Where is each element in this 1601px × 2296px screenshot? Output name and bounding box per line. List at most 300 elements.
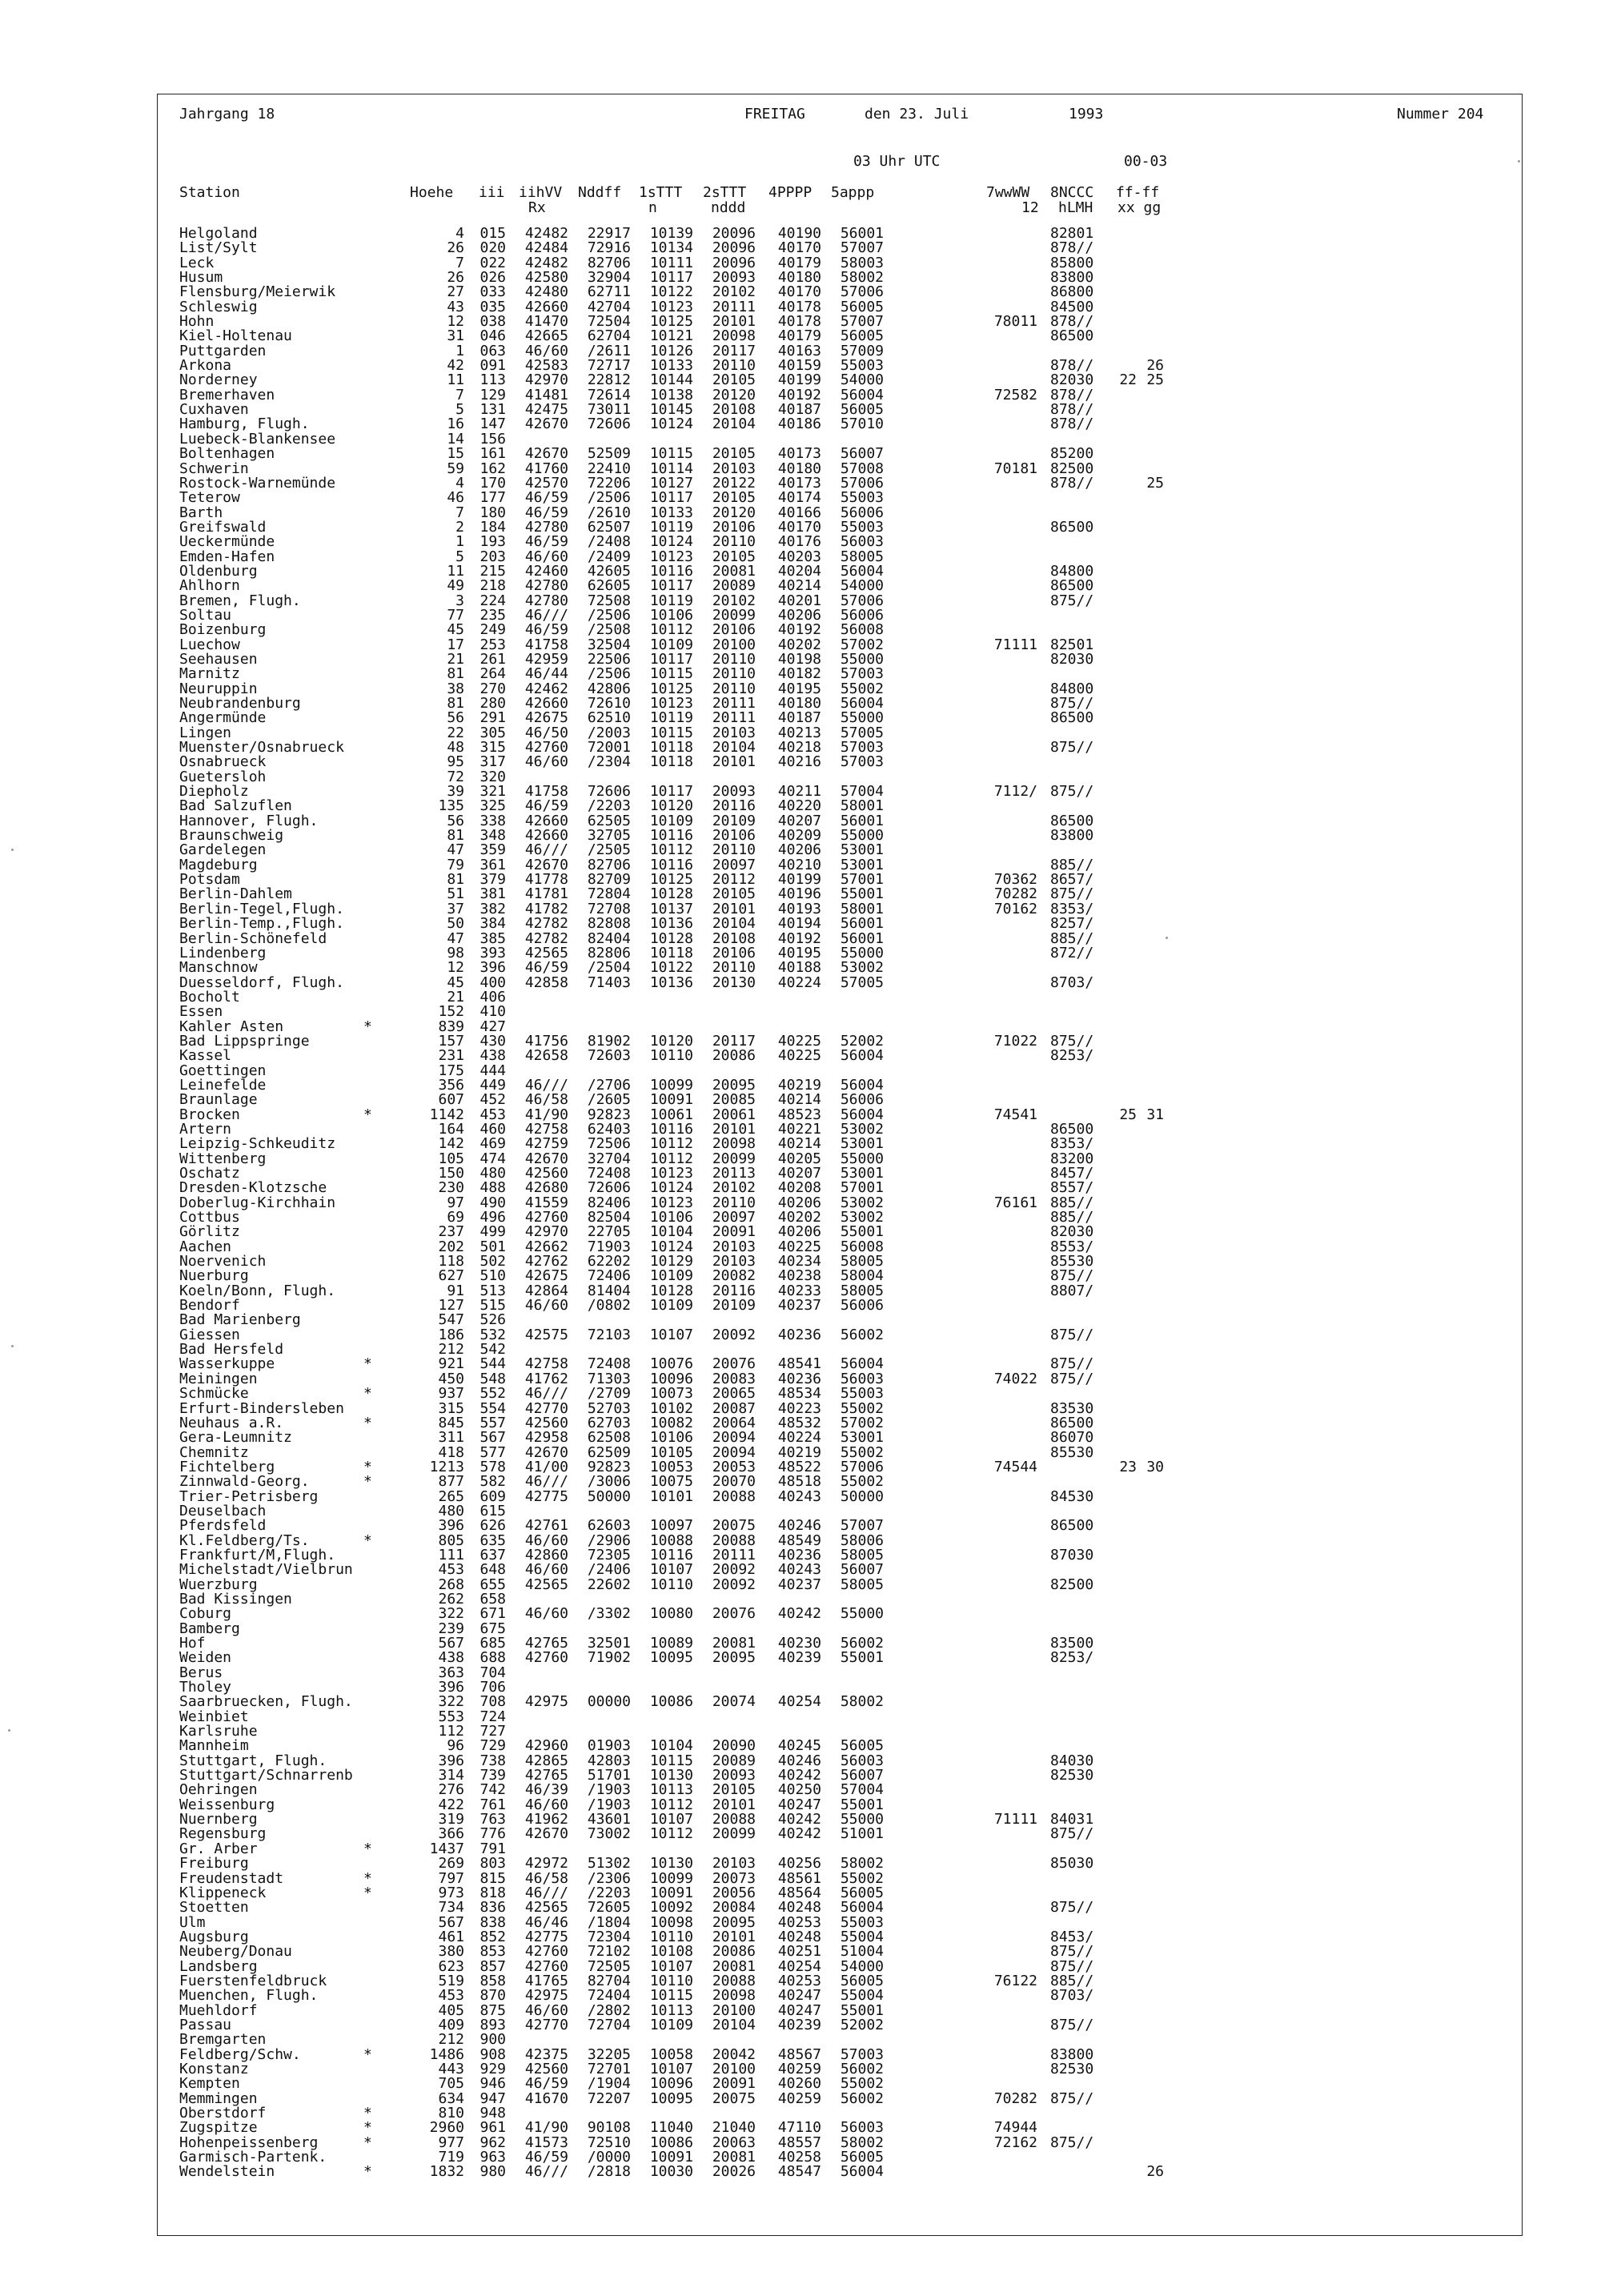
- group-1sttt: 10110: [649, 1575, 693, 1593]
- group-2sttt: 20116: [712, 797, 756, 815]
- station-number: 381: [479, 885, 506, 903]
- height: 1437: [429, 1840, 464, 1857]
- group-5appp: 57003: [840, 2045, 884, 2063]
- group-5appp: 55004: [840, 1928, 884, 1945]
- group-2sttt: 20088: [712, 1811, 756, 1828]
- group-5appp: 57007: [840, 313, 884, 331]
- group-5appp: 56004: [840, 1899, 884, 1917]
- station-number: 818: [479, 1884, 506, 1901]
- group-2sttt: 20099: [712, 606, 756, 624]
- group-8nccc: 885//: [1050, 856, 1094, 873]
- group-2sttt: 20105: [712, 489, 756, 507]
- station-number: 648: [479, 1561, 506, 1579]
- group-2sttt: 20113: [712, 1165, 756, 1182]
- station-name: Angermünde: [179, 709, 267, 727]
- col-nddff: Nddff: [578, 184, 622, 201]
- group-5appp: 55003: [840, 518, 884, 536]
- height: 112: [438, 1723, 464, 1740]
- group-nddff: 32705: [587, 827, 631, 845]
- height: 797: [438, 1869, 464, 1887]
- group-nddff: 72510: [587, 2133, 631, 2151]
- group-1sttt: 10120: [649, 797, 693, 815]
- group-5appp: 58002: [840, 2133, 884, 2151]
- group-2sttt: 20105: [712, 371, 756, 389]
- group-iihvv: 42482: [524, 254, 568, 271]
- group-2sttt: 20110: [712, 665, 756, 683]
- group-4pppp: 40195: [777, 944, 821, 961]
- group-5appp: 55001: [840, 885, 884, 903]
- group-2sttt: 20106: [712, 518, 756, 536]
- group-5appp: 56002: [840, 2089, 884, 2107]
- group-5appp: 50000: [840, 1487, 884, 1505]
- station-name: Schleswig: [179, 298, 258, 315]
- group-5appp: 58001: [840, 900, 884, 917]
- height: 322: [438, 1605, 464, 1623]
- height: 363: [438, 1664, 464, 1681]
- station-number: 609: [479, 1487, 506, 1505]
- station-number: 704: [479, 1664, 506, 1681]
- group-2sttt: 20103: [712, 1253, 756, 1270]
- height: 91: [447, 1282, 464, 1299]
- group-4pppp: 40211: [777, 783, 821, 801]
- station-row: [0, 1945, 1601, 1959]
- group-1sttt: 11040: [649, 2119, 693, 2137]
- height: 480: [438, 1502, 464, 1519]
- group-nddff: /2406: [587, 1561, 631, 1579]
- station-name: Tholey: [179, 1679, 232, 1696]
- group-iihvv: 42782: [524, 929, 568, 947]
- station-name: Weissenburg: [179, 1796, 275, 1813]
- group-4pppp: 40247: [777, 1796, 821, 1813]
- group-5appp: 54000: [840, 577, 884, 595]
- station-name: Muehldorf: [179, 2001, 258, 2019]
- group-iihvv: 42780: [524, 592, 568, 609]
- group-iihvv: 42484: [524, 239, 568, 257]
- group-4pppp: 40219: [777, 1443, 821, 1461]
- station-number: 742: [479, 1781, 506, 1799]
- scan-speck: [8, 1729, 10, 1732]
- group-4pppp: 40254: [777, 1957, 821, 1975]
- station-name: Konstanz: [179, 2060, 249, 2077]
- group-5appp: 56004: [840, 386, 884, 403]
- group-4pppp: 40188: [777, 959, 821, 977]
- station-number: 929: [479, 2060, 506, 2077]
- height: 47: [447, 841, 464, 859]
- group-nddff: 01903: [587, 1737, 631, 1755]
- group-4pppp: 48547: [777, 2163, 821, 2181]
- station-number: 474: [479, 1150, 506, 1167]
- group-iihvv: 42462: [524, 680, 568, 697]
- height: 453: [438, 1987, 464, 2005]
- station-name: Görlitz: [179, 1223, 240, 1241]
- group-1sttt: 10099: [649, 1076, 693, 1094]
- station-number: 321: [479, 783, 506, 801]
- height: 380: [438, 1943, 464, 1961]
- group-1sttt: 10123: [649, 695, 693, 712]
- group-2sttt: 20102: [712, 592, 756, 609]
- station-name: Bamberg: [179, 1620, 240, 1637]
- group-8nccc: 8703/: [1050, 973, 1094, 991]
- group-5appp: 57003: [840, 753, 884, 771]
- station-number: 870: [479, 1987, 506, 2005]
- height: 157: [438, 1032, 464, 1050]
- station-name: Berlin-Temp.,Flugh.: [179, 915, 344, 933]
- station-number: 626: [479, 1517, 506, 1535]
- height: 265: [438, 1487, 464, 1505]
- group-iihvv: 42660: [524, 695, 568, 712]
- group-7wwww: 74022: [993, 1370, 1037, 1387]
- group-nddff: /2504: [587, 959, 631, 977]
- group-iihvv: 46///: [524, 606, 568, 624]
- station-number: 184: [479, 518, 506, 536]
- group-1sttt: 10092: [649, 1899, 693, 1917]
- station-number: 738: [479, 1752, 506, 1769]
- group-5appp: 58003: [840, 254, 884, 271]
- group-nddff: 82709: [587, 871, 631, 889]
- group-iihvv: 42970: [524, 371, 568, 389]
- group-8nccc: 86500: [1050, 1120, 1094, 1138]
- height: 97: [447, 1194, 464, 1211]
- height: 45: [447, 621, 464, 639]
- group-iihvv: 46/60: [524, 1531, 568, 1549]
- station-name: Ahlhorn: [179, 577, 240, 595]
- group-iihvv: 42560: [524, 1414, 568, 1431]
- group-nddff: 62505: [587, 812, 631, 829]
- group-4pppp: 40178: [777, 298, 821, 315]
- group-nddff: /2818: [587, 2163, 631, 2181]
- height: 42: [447, 357, 464, 375]
- group-5appp: 58005: [840, 548, 884, 565]
- station-row: [0, 1225, 1601, 1239]
- station-name: Norderney: [179, 371, 258, 389]
- station-row: [0, 1519, 1601, 1533]
- mountain-marker: *: [363, 1018, 372, 1035]
- group-nddff: /2709: [587, 1385, 631, 1403]
- group-4pppp: 48534: [777, 1385, 821, 1403]
- group-7wwww: 70162: [993, 900, 1037, 917]
- group-4pppp: 40207: [777, 812, 821, 829]
- group-4pppp: 40251: [777, 1943, 821, 1961]
- station-row: [0, 799, 1601, 813]
- station-number: 215: [479, 562, 506, 580]
- height: 38: [447, 680, 464, 697]
- group-5appp: 52002: [840, 2016, 884, 2033]
- group-nddff: 72304: [587, 1928, 631, 1945]
- group-2sttt: 20100: [712, 2060, 756, 2077]
- col-nddd: nddd: [711, 199, 746, 216]
- group-5appp: 56006: [840, 1297, 884, 1315]
- station-name: Arkona: [179, 357, 232, 375]
- group-1sttt: 10134: [649, 239, 693, 257]
- group-8nccc: 875//: [1050, 1943, 1094, 1961]
- group-iihvv: 42660: [524, 812, 568, 829]
- group-5appp: 51004: [840, 1943, 884, 1961]
- station-name: Regensburg: [179, 1825, 267, 1843]
- height: 127: [438, 1297, 464, 1315]
- station-name: Kahler Asten: [179, 1018, 284, 1035]
- group-8nccc: 875//: [1050, 783, 1094, 801]
- station-number: 320: [479, 768, 506, 785]
- group-4pppp: 40259: [777, 2089, 821, 2107]
- station-name: Rostock-Warnemünde: [179, 474, 336, 492]
- station-number: 156: [479, 430, 506, 448]
- station-name: Boltenhagen: [179, 445, 275, 463]
- group-5appp: 57006: [840, 1458, 884, 1475]
- group-4pppp: 40242: [777, 1605, 821, 1623]
- group-nddff: /2203: [587, 1884, 631, 1901]
- group-nddff: 72916: [587, 239, 631, 257]
- group-1sttt: 10058: [649, 2045, 693, 2063]
- group-2sttt: 20092: [712, 1561, 756, 1579]
- height: 396: [438, 1679, 464, 1696]
- height: 7: [455, 504, 464, 521]
- group-2sttt: 20094: [712, 1443, 756, 1461]
- group-iihvv: 42775: [524, 1487, 568, 1505]
- station-row: [0, 961, 1601, 975]
- group-4pppp: 40180: [777, 695, 821, 712]
- group-5appp: 56001: [840, 929, 884, 947]
- group-2sttt: 20108: [712, 401, 756, 419]
- group-nddff: 73002: [587, 1825, 631, 1843]
- group-iihvv: 42570: [524, 474, 568, 492]
- station-number: 948: [479, 2105, 506, 2121]
- station-row: [0, 329, 1601, 343]
- station-number: 961: [479, 2119, 506, 2137]
- group-4pppp: 40248: [777, 1899, 821, 1917]
- group-5appp: 55002: [840, 1443, 884, 1461]
- group-8nccc: 875//: [1050, 1370, 1094, 1387]
- group-iihvv: 46///: [524, 1884, 568, 1901]
- station-number: 980: [479, 2163, 506, 2181]
- height: 17: [447, 636, 464, 653]
- group-8nccc: 84500: [1050, 298, 1094, 315]
- group-4pppp: 40163: [777, 342, 821, 359]
- group-8nccc: 8703/: [1050, 1987, 1094, 2005]
- station-row: [0, 917, 1601, 931]
- group-5appp: 55001: [840, 2001, 884, 2019]
- group-7wwww: 78011: [993, 313, 1037, 331]
- group-8nccc: 83500: [1050, 1635, 1094, 1652]
- group-nddff: 72606: [587, 415, 631, 433]
- group-5appp: 56004: [840, 1076, 884, 1094]
- group-iihvv: 46/59: [524, 533, 568, 551]
- height: 418: [438, 1443, 464, 1461]
- group-nddff: 00000: [587, 1693, 631, 1711]
- group-2sttt: 21040: [712, 2119, 756, 2137]
- group-2sttt: 20098: [712, 1987, 756, 2005]
- station-name: Karlsruhe: [179, 1723, 258, 1740]
- height: 450: [438, 1370, 464, 1387]
- height: 43: [447, 298, 464, 315]
- group-iihvv: 42782: [524, 915, 568, 933]
- group-nddff: 51302: [587, 1855, 631, 1873]
- group-5appp: 56005: [840, 327, 884, 345]
- station-number: 947: [479, 2089, 506, 2107]
- group-4pppp: 40242: [777, 1811, 821, 1828]
- station-name: Helgoland: [179, 225, 258, 242]
- group-4pppp: 40178: [777, 313, 821, 331]
- group-4pppp: 40173: [777, 474, 821, 492]
- group-nddff: /1903: [587, 1796, 631, 1813]
- group-iihvv: 42758: [524, 1355, 568, 1373]
- station-name: Saarbruecken, Flugh.: [179, 1693, 353, 1711]
- group-1sttt: 10109: [649, 812, 693, 829]
- group-4pppp: 40174: [777, 489, 821, 507]
- scan-speck: [1518, 160, 1520, 163]
- group-nddff: 73011: [587, 401, 631, 419]
- group-4pppp: 40199: [777, 371, 821, 389]
- group-4pppp: 40179: [777, 327, 821, 345]
- group-2sttt: 20105: [712, 445, 756, 463]
- height: 5: [455, 548, 464, 565]
- group-4pppp: 40193: [777, 900, 821, 917]
- group-2sttt: 20117: [712, 1032, 756, 1050]
- station-number: 315: [479, 739, 506, 757]
- group-nddff: 32501: [587, 1635, 631, 1652]
- group-nddff: /2304: [587, 753, 631, 771]
- group-nddff: /2508: [587, 621, 631, 639]
- station-number: 161: [479, 445, 506, 463]
- group-1sttt: 10107: [649, 1811, 693, 1828]
- height: 276: [438, 1781, 464, 1799]
- station-number: 577: [479, 1443, 506, 1461]
- station-name: Augsburg: [179, 1928, 249, 1945]
- group-1sttt: 10124: [649, 533, 693, 551]
- station-name: Ulm: [179, 1913, 206, 1931]
- station-row: [0, 1563, 1601, 1577]
- height: 98: [447, 944, 464, 961]
- group-4pppp: 40180: [777, 460, 821, 477]
- station-number: 739: [479, 1767, 506, 1784]
- station-number: 791: [479, 1840, 506, 1857]
- station-name: Puttgarden: [179, 342, 267, 359]
- group-nddff: 51701: [587, 1767, 631, 1784]
- station-number: 438: [479, 1047, 506, 1065]
- group-1sttt: 10104: [649, 1737, 693, 1755]
- group-1sttt: 10112: [649, 841, 693, 859]
- group-nddff: 32205: [587, 2045, 631, 2063]
- group-2sttt: 20111: [712, 1546, 756, 1563]
- group-nddff: 72701: [587, 2060, 631, 2077]
- group-iihvv: 42670: [524, 415, 568, 433]
- group-nddff: 72504: [587, 313, 631, 331]
- group-nddff: 22705: [587, 1223, 631, 1241]
- group-nddff: 72408: [587, 1355, 631, 1373]
- group-iihvv: 42759: [524, 1135, 568, 1153]
- group-5appp: 58005: [840, 1253, 884, 1270]
- group-nddff: 32504: [587, 636, 631, 653]
- group-iihvv: 46/60: [524, 1561, 568, 1579]
- group-2sttt: 20103: [712, 460, 756, 477]
- group-5appp: 53002: [840, 1194, 884, 1211]
- height: 356: [438, 1076, 464, 1094]
- group-2sttt: 20092: [712, 1575, 756, 1593]
- group-iihvv: 41962: [524, 1811, 568, 1828]
- group-5appp: 56004: [840, 1355, 884, 1373]
- height: 422: [438, 1796, 464, 1813]
- col-iii: iii: [479, 184, 505, 201]
- group-1sttt: 10129: [649, 1253, 693, 1270]
- group-iihvv: 42775: [524, 1928, 568, 1945]
- group-2sttt: 20088: [712, 1487, 756, 1505]
- group-4pppp: 40218: [777, 739, 821, 757]
- group-2sttt: 20103: [712, 724, 756, 741]
- height: 269: [438, 1855, 464, 1873]
- group-4pppp: 40250: [777, 1781, 821, 1799]
- station-number: 615: [479, 1502, 506, 1519]
- station-number: 857: [479, 1957, 506, 1975]
- station-name: Oberstdorf: [179, 2105, 267, 2121]
- mountain-marker: *: [363, 1106, 372, 1123]
- station-name: Bad Marienberg: [179, 1311, 301, 1329]
- group-5appp: 58005: [840, 1546, 884, 1563]
- group-iihvv: 46/59: [524, 2149, 568, 2166]
- group-iihvv: 46/60: [524, 1796, 568, 1813]
- group-5appp: 56005: [840, 1737, 884, 1755]
- group-nddff: /2203: [587, 797, 631, 815]
- wind-gust-1: 23: [1119, 1458, 1137, 1475]
- group-4pppp: 40260: [777, 2075, 821, 2093]
- group-nddff: 62704: [587, 327, 631, 345]
- group-5appp: 57006: [840, 283, 884, 301]
- group-5appp: 56007: [840, 1561, 884, 1579]
- group-4pppp: 40214: [777, 1091, 821, 1109]
- group-iihvv: 42760: [524, 1649, 568, 1667]
- group-4pppp: 40214: [777, 1135, 821, 1153]
- group-8nccc: 82530: [1050, 1767, 1094, 1784]
- group-1sttt: 10136: [649, 915, 693, 933]
- group-8nccc: 885//: [1050, 929, 1094, 947]
- col-ff: ff-ff: [1116, 184, 1160, 201]
- group-iihvv: 46/59: [524, 621, 568, 639]
- station-number: 218: [479, 577, 506, 595]
- group-8nccc: 84800: [1050, 562, 1094, 580]
- group-iihvv: 42760: [524, 739, 568, 757]
- station-name: Garmisch-Partenk.: [179, 2149, 327, 2166]
- group-4pppp: 40203: [777, 548, 821, 565]
- group-1sttt: 10130: [649, 1855, 693, 1873]
- group-iihvv: 41481: [524, 386, 568, 403]
- group-4pppp: 48532: [777, 1414, 821, 1431]
- group-nddff: 22602: [587, 1575, 631, 1593]
- group-1sttt: 10076: [649, 1355, 693, 1373]
- station-number: 515: [479, 1297, 506, 1315]
- group-iihvv: 42670: [524, 1150, 568, 1167]
- group-7wwww: 76161: [993, 1194, 1037, 1211]
- height: 443: [438, 2060, 464, 2077]
- station-name: Guetersloh: [179, 768, 267, 785]
- height: 47: [447, 929, 464, 947]
- group-iihvv: 42583: [524, 357, 568, 375]
- station-number: 875: [479, 2001, 506, 2019]
- group-4pppp: 40205: [777, 1150, 821, 1167]
- group-iihvv: 42575: [524, 1326, 568, 1343]
- station-name: Muenchen, Flugh.: [179, 1987, 319, 2005]
- group-5appp: 55003: [840, 1385, 884, 1403]
- group-5appp: 57006: [840, 592, 884, 609]
- height: 705: [438, 2075, 464, 2093]
- group-8nccc: 84800: [1050, 680, 1094, 697]
- group-iihvv: 42860: [524, 1546, 568, 1563]
- group-4pppp: 40223: [777, 1399, 821, 1417]
- group-2sttt: 20087: [712, 1399, 756, 1417]
- group-7wwww: 70181: [993, 460, 1037, 477]
- station-number: 542: [479, 1341, 506, 1359]
- group-8nccc: 83200: [1050, 1150, 1094, 1167]
- col-n: n: [648, 199, 657, 216]
- station-name: Magdeburg: [179, 856, 258, 873]
- group-8nccc: 878//: [1050, 313, 1094, 331]
